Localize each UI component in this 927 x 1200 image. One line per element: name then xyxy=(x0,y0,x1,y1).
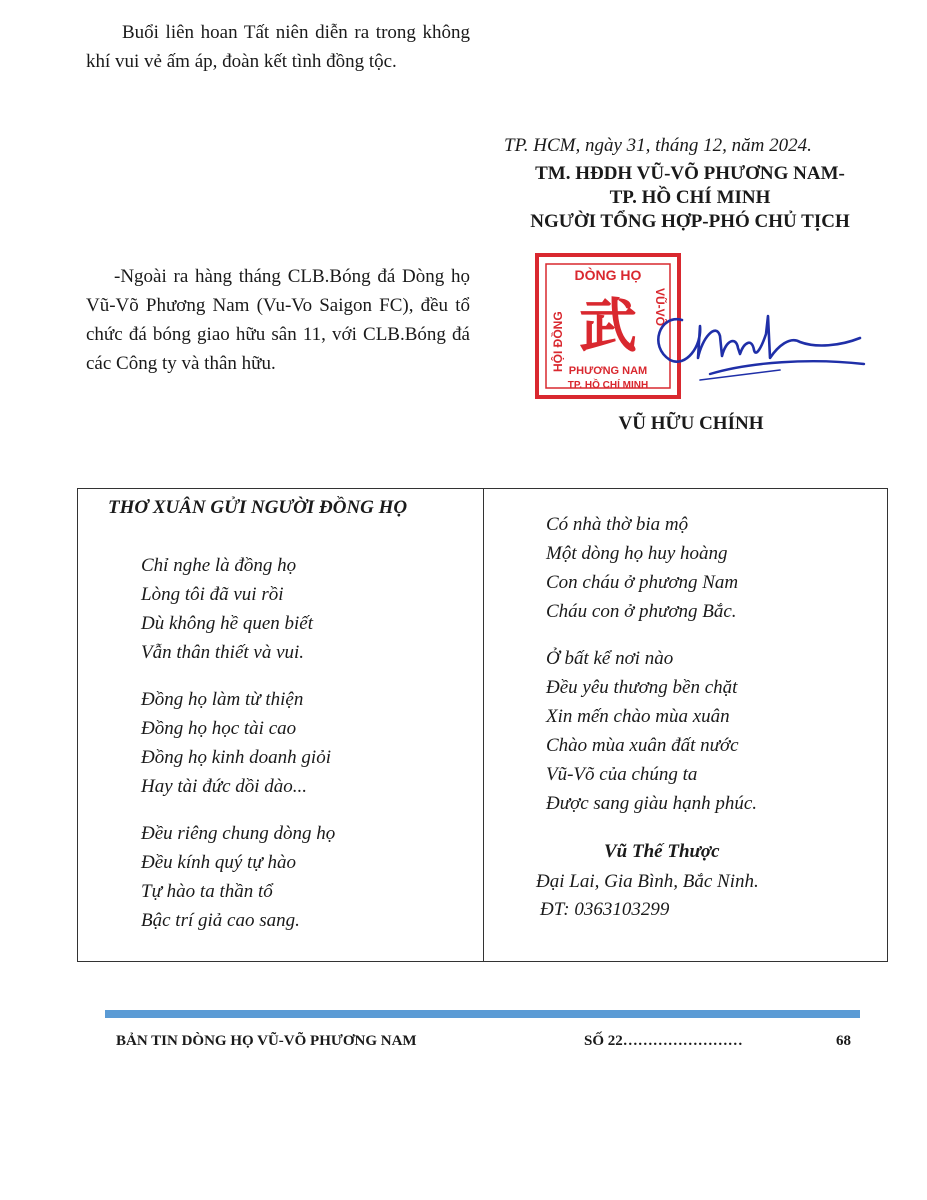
poem-left-column xyxy=(78,489,483,961)
poem-line: Con cháu ở phương Nam xyxy=(546,572,739,593)
poem-line: Đồng họ học tài cao xyxy=(141,718,297,739)
poem-right-column xyxy=(484,489,888,961)
poem-line: Có nhà thờ bia mộ xyxy=(546,514,689,535)
poem-line: Lòng tôi đã vui rồi xyxy=(141,584,284,605)
poem-box xyxy=(77,488,888,962)
poem-stanza xyxy=(141,685,331,801)
stamp-character: 武 xyxy=(578,292,638,360)
poem-line: Ở bất kể nơi nào xyxy=(546,648,674,669)
signature-title-line2: TP. HỒ CHÍ MINH xyxy=(609,187,771,208)
poem-line: Hay tài đức dồi dào... xyxy=(141,776,308,797)
poem-author: Vũ Thế Thược xyxy=(604,841,720,862)
paragraph-football-club: -Ngoài ra hàng tháng CLB.Bóng đá Dòng họ Vũ-Võ Phương Nam (Vu-Vo Saigon FC), đều tổ chức đá bóng giao hữu sân 11, với CLB.Bóng đá các Công ty và thân hữu. xyxy=(86,266,470,374)
poem-line: Đều kính quý tự hào xyxy=(141,852,296,873)
signature-date: TP. HCM, ngày 31, tháng 12, năm 2024. xyxy=(504,135,812,156)
poem-line: Dù không hề quen biết xyxy=(141,613,314,634)
signer-name: VŨ HỮU CHÍNH xyxy=(618,413,764,434)
poem-line: Đều riêng chung dòng họ xyxy=(141,823,336,844)
poem-line: Vũ-Võ của chúng ta xyxy=(546,764,698,785)
poem-line: Được sang giàu hạnh phúc. xyxy=(546,793,758,814)
poem-line: Đồng họ làm từ thiện xyxy=(141,689,304,710)
poem-line: Bậc trí giả cao sang. xyxy=(141,910,300,931)
footer-divider-bar xyxy=(105,1010,860,1018)
poem-line: Tự hào ta thần tổ xyxy=(141,881,273,902)
signature-title-line1: TM. HĐDH VŨ-VÕ PHƯƠNG NAM- xyxy=(535,163,845,184)
footer-newsletter-title: BẢN TIN DÒNG HỌ VŨ-VÕ PHƯƠNG NAM xyxy=(116,1033,417,1049)
stamp-text-top: DÒNG HỌ xyxy=(574,267,642,283)
stamp-and-signature xyxy=(520,248,860,408)
stamp-text-left: HỘI ĐỒNG xyxy=(551,311,565,372)
stamp-text-bottom2: TP. HỒ CHÍ MINH xyxy=(567,380,649,391)
poem-title: THƠ XUÂN GỬI NGƯỜI ĐỒNG HỌ xyxy=(108,497,408,518)
handwritten-signature xyxy=(640,276,866,386)
poem-stanza xyxy=(141,551,313,667)
poem-line: Vẫn thân thiết và vui. xyxy=(141,642,305,663)
poem-stanza xyxy=(546,510,738,626)
signature-title-line3: NGƯỜI TỔNG HỢP-PHÓ CHỦ TỊCH xyxy=(530,211,850,232)
signature-block xyxy=(500,134,880,234)
paragraph-year-end-party: Buổi liên hoan Tất niên diễn ra trong không khí vui vẻ ấm áp, đoàn kết tình đồng tộc. xyxy=(86,22,470,72)
poem-author-location: Đại Lai, Gia Bình, Bắc Ninh. xyxy=(536,871,759,892)
poem-line: Cháu con ở phương Bắc. xyxy=(546,601,737,622)
stamp-text-right: VŨ-VÕ xyxy=(653,288,667,327)
poem-line: Đồng họ kinh doanh giỏi xyxy=(141,747,331,768)
poem-line: Một dòng họ huy hoàng xyxy=(546,543,728,564)
stamp-text-bottom1: PHƯƠNG NAM xyxy=(568,365,648,377)
poem-author-phone: ĐT: 0363103299 xyxy=(540,899,670,920)
footer-issue-number: SỐ 22…………………… xyxy=(584,1033,743,1049)
poem-line: Xin mến chào mùa xuân xyxy=(546,706,730,727)
footer-page-number: 68 xyxy=(836,1033,851,1049)
poem-line: Đều yêu thương bền chặt xyxy=(546,677,738,698)
poem-line: Chào mùa xuân đất nước xyxy=(546,735,739,756)
poem-stanza xyxy=(141,819,335,935)
poem-line: Chỉ nghe là đồng họ xyxy=(141,555,297,576)
poem-stanza xyxy=(546,644,757,818)
